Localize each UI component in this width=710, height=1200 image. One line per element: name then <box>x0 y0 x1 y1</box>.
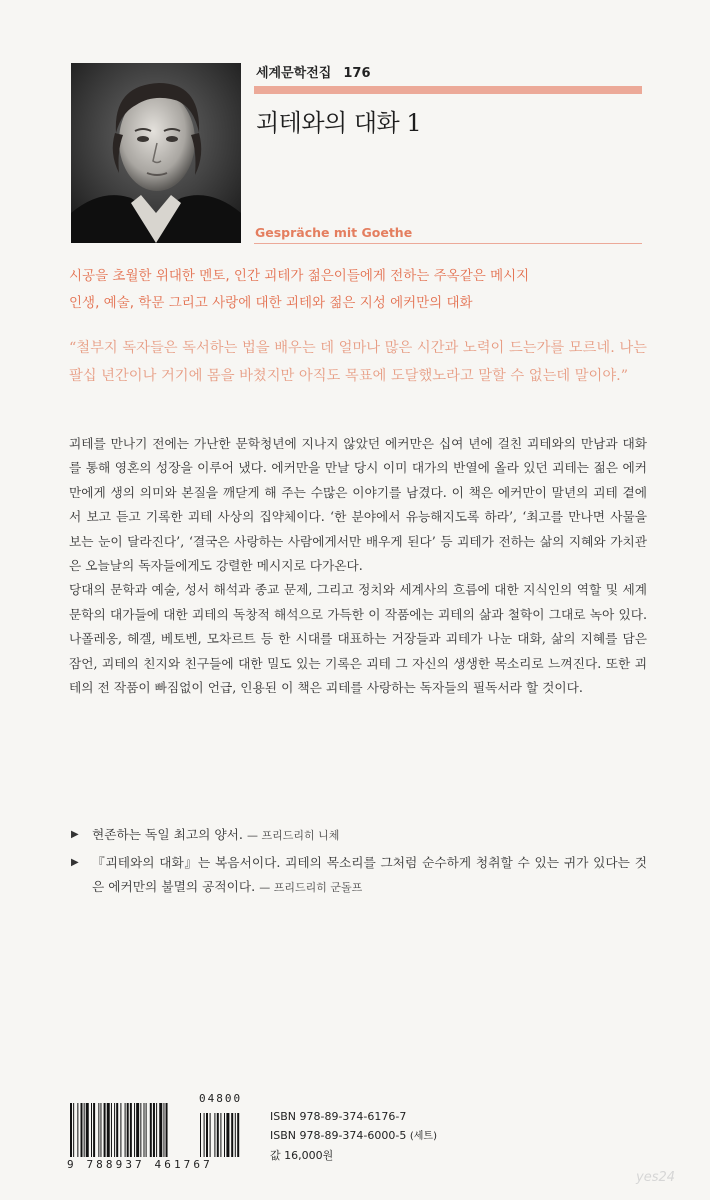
barcode-bar <box>140 1103 141 1157</box>
description-paragraph-2: 당대의 문학과 예술, 성서 해석과 종교 문제, 그리고 정치와 세계사의 흐름에 대한 지식인의 역할 및 세계 문학의 대가들에 대한 괴테의 독창적 해석으로 가득한 이 작품에는 괴테의 삶과 철학이 그대로 녹아 있다. 나폴레옹, 헤겔, 베토벤, 모차르트 등 한 시대를 대표하는 거장들과 괴테가 나눈 대화, 삶의 지혜를 담은 잠언, 괴테의 친지와 친구들에 대한 밀도 있는 기록은 괴테 그 자신의 생생한 목소리로 느껴진다. 또한 괴테의 전 작품이 빠짐없이 언급, 인용된 이 책은 괴테를 사랑하는 독자들의 필독서라 할 것이다. <box>69 582 647 696</box>
blurb-text: 현존하는 독일 최고의 양서. <box>92 827 243 842</box>
barcode-bar <box>159 1103 162 1157</box>
barcode-bar <box>127 1103 129 1157</box>
barcode-bar <box>91 1103 92 1157</box>
barcode-bar <box>77 1103 78 1157</box>
barcode-bar <box>134 1103 135 1157</box>
blurb-item <box>71 823 647 848</box>
barcode-bar <box>84 1103 85 1157</box>
barcode-addon-bar <box>206 1113 208 1157</box>
barcode-bar <box>156 1103 157 1157</box>
bullet-triangle-icon: ▶ <box>71 829 79 840</box>
barcode-bar <box>70 1103 72 1157</box>
barcode-bar <box>130 1103 132 1157</box>
isbn-line-2 <box>270 1126 437 1146</box>
author-portrait <box>71 63 241 243</box>
barcode-bar <box>111 1103 112 1157</box>
price: 값 16,000원 <box>270 1149 334 1162</box>
headline-line-1: 시공을 초월한 위대한 멘토, 인간 괴테가 젊은이들에게 전하는 주옥같은 메시지 <box>69 268 530 284</box>
barcode-addon-bar <box>231 1113 233 1157</box>
series-number: 176 <box>343 66 371 81</box>
barcode-addon-bar <box>235 1113 236 1157</box>
description <box>69 432 647 700</box>
barcode <box>70 1103 260 1157</box>
barcode-addon-bar <box>226 1113 229 1157</box>
portrait-image <box>71 63 241 243</box>
barcode-bar <box>120 1103 121 1157</box>
barcode-digits: 9 788937 461767 <box>67 1158 213 1171</box>
barcode-addon-digits: 04800 <box>199 1092 243 1105</box>
book-title: 괴테와의 대화 1 <box>256 109 422 137</box>
barcode-addon-bar <box>200 1113 201 1157</box>
headline <box>69 263 649 317</box>
isbn-block <box>270 1107 437 1165</box>
barcode-addon-bar <box>204 1113 205 1157</box>
title-divider <box>254 243 642 244</box>
barcode-bar <box>81 1103 83 1157</box>
barcode-bar <box>73 1103 74 1157</box>
barcode-bar <box>136 1103 139 1157</box>
barcode-bar <box>144 1103 145 1157</box>
accent-bar <box>254 86 642 94</box>
barcode-addon-bar <box>214 1113 215 1157</box>
barcode-addon-bar <box>237 1113 239 1157</box>
series-name: 세계문학전집 <box>256 66 332 81</box>
barcode-bar <box>100 1103 101 1157</box>
blurb-item <box>71 851 647 900</box>
original-title: Gespräche mit Goethe <box>255 225 413 240</box>
review-blurbs <box>71 823 647 903</box>
isbn-line-2-number: ISBN 978-89-374-6000-5 <box>270 1129 407 1142</box>
barcode-addon-bar <box>220 1113 221 1157</box>
barcode-bar <box>104 1103 106 1157</box>
headline-line-2: 인생, 예술, 학문 그리고 사랑에 대한 괴테와 젊은 지성 에커만의 대화 <box>69 295 473 311</box>
isbn-set-label: (세트) <box>409 1131 437 1142</box>
barcode-bar <box>146 1103 147 1157</box>
isbn-line-1: ISBN 978-89-374-6176-7 <box>270 1110 407 1123</box>
description-paragraph-1: 괴테를 만나기 전에는 가난한 문학청년에 지나지 않았던 에커만은 십여 년에 걸친 괴테와의 만남과 대화를 통해 영혼의 성장을 이루어 냈다. 에커만을 만날 당시 이미 대가의 반열에 올라 있던 괴테는 젊은 에커만에게 생의 의미와 본질을 깨닫게 해 주는 수많은 이야기를 남겼다. 이 책은 에커만이 말년의 괴테 곁에서 보고 듣고 기록한 괴테 사상의 집약체이다. ‘한 분야에서 유능해지도록 하라’, ‘최고를 만나면 사물을 보는 눈이 달라진다’, ‘결국은 사랑하는 사람에게서만 배우게 된다’ 등 괴테가 전하는 삶의 지혜와 가치관은 오늘날의 독자들에게도 강렬한 메시지로 다가온다. <box>69 436 647 574</box>
featured-quote: “철부지 독자들은 독서하는 법을 배우는 데 얼마나 많은 시간과 노력이 드는가를 모르네. 나는 팔십 년간이나 거기에 몸을 바쳤지만 아직도 목표에 도달했노라고 말할 수 없는데 말이야.” <box>69 340 647 384</box>
watermark: yes24 <box>636 1170 676 1185</box>
barcode-bar <box>98 1103 99 1157</box>
barcode-bar <box>125 1103 126 1157</box>
barcode-bar <box>107 1103 110 1157</box>
series-label <box>256 62 371 81</box>
barcode-bar <box>150 1103 152 1157</box>
blurb-attribution: — 프리드리히 니체 <box>247 829 340 842</box>
barcode-addon-bar <box>217 1113 219 1157</box>
barcode-bar <box>153 1103 155 1157</box>
bullet-triangle-icon: ▶ <box>71 857 79 868</box>
barcode-bar <box>114 1103 115 1157</box>
barcode-bar <box>86 1103 89 1157</box>
barcode-bar <box>93 1103 95 1157</box>
barcode-bar <box>116 1103 118 1157</box>
barcode-bar <box>163 1103 164 1157</box>
barcode-addon-bar <box>210 1113 211 1157</box>
barcode-bar <box>166 1103 168 1157</box>
barcode-addon-bar <box>224 1113 225 1157</box>
blurb-text: 『괴테와의 대화』는 복음서이다. 괴테의 목소리를 그처럼 순수하게 청취할 수 있는 귀가 있다는 것은 에커만의 불멸의 공적이다. <box>92 855 647 894</box>
blurb-attribution: — 프리드리히 군돌프 <box>259 881 363 894</box>
